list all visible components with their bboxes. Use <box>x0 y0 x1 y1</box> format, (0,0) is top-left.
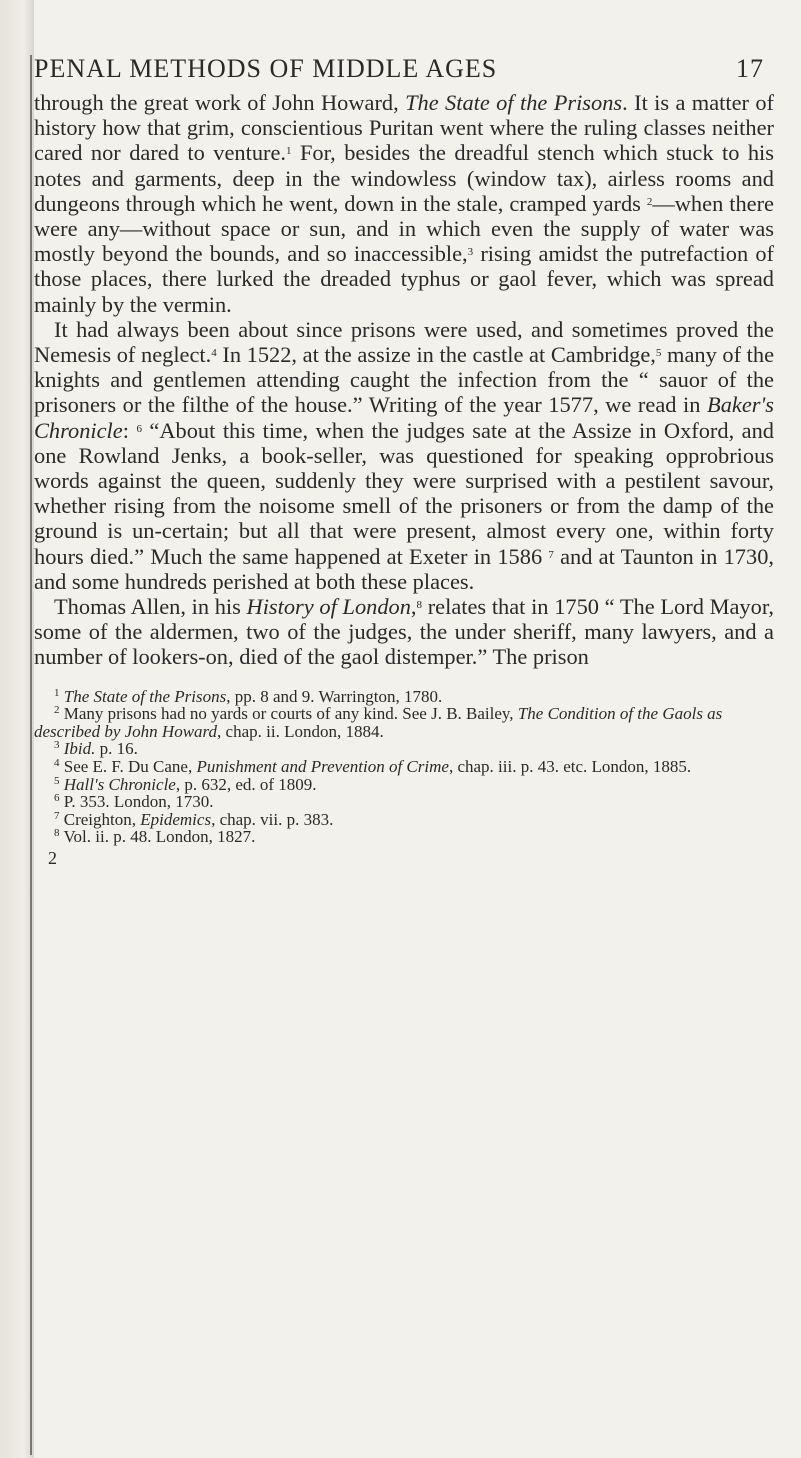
italic-text: The State of the Prisons <box>405 90 623 115</box>
italic-text: Punishment and Prevention of Crime <box>196 757 449 777</box>
text-run: through the great work of John Howard, <box>34 90 406 115</box>
footnote <box>34 758 774 776</box>
text-run: Many prisons had no yards or courts of any kind. See J. B. Bailey, <box>63 704 518 724</box>
signature-mark: 2 <box>48 848 57 869</box>
text-run: Thomas Allen, in his <box>54 594 247 620</box>
footnote-ref: 4 <box>211 347 217 360</box>
paragraph <box>34 317 774 594</box>
text-run: p. 16. <box>95 739 138 759</box>
footnotes <box>34 688 774 846</box>
text-run: : <box>122 417 137 443</box>
footnote-ref: 6 <box>136 422 142 435</box>
footnote-number: 3 <box>54 739 60 752</box>
italic-text: Hall's Chronicle <box>63 774 176 794</box>
footnote <box>34 705 774 740</box>
text-run: relates that in 1750 “ The Lord Mayor, some of the aldermen, two of the judges, the under sheriff, many lawyers, and a number of lookers-on, died of the gaol distemper.” The prison <box>34 594 774 670</box>
footnote-number: 5 <box>54 774 60 787</box>
footnote-ref: 8 <box>416 599 423 612</box>
footnote-number: 7 <box>54 809 60 822</box>
footnote <box>34 828 774 846</box>
italic-text: The State of the Prisons <box>63 686 227 706</box>
footnote-ref: 1 <box>286 145 292 158</box>
text-run: , pp. 8 and 9. Warrington, 1780. <box>226 686 443 706</box>
running-header <box>34 52 774 86</box>
footnote-ref: 3 <box>467 246 474 259</box>
text-run: . It is a matter of history how that grim, conscientious Puritan went where the ruling classes neither cared nor dared to venture. <box>34 90 774 166</box>
italic-text: The Condition of the Gaols as described by John Howard <box>34 704 723 741</box>
text-run: —when there were any—without space or sun, and in which even the supply of water was mostly beyond the bounds, and so inaccessible, <box>34 190 774 267</box>
text-run: , chap. ii. London, 1884. <box>217 721 384 741</box>
footnote <box>34 793 774 811</box>
text-run: , chap. iii. p. 43. etc. London, 1885. <box>448 757 692 777</box>
text-run: Vol. ii. p. 48. London, 1827. <box>63 827 256 847</box>
footnote-number: 4 <box>54 757 60 770</box>
book-page <box>34 52 774 869</box>
text-run: , <box>410 594 417 620</box>
text-run: many of the knights and gentlemen attending caught the infection from the “ sauor of the prisoners or the filthe of the house.” Writing of the year 1577, we read in <box>34 342 775 418</box>
text-run: Creighton, <box>63 809 141 829</box>
text-run: “About this time, when the judges sate at the Assize in Oxford, and one Rowland Jenks, a book-seller, was questioned for speaking opprobrious words against the queen, suddenly they were surprised with a pestilent savour, whether rising from the noisome smell of the prisoners or from the damp of the ground is un-certain; but all that were present, almost every one, within forty hours died.” Much the same happened at Exeter in 1586 <box>34 417 774 569</box>
text-run: P. 353. London, 1730. <box>63 792 214 812</box>
body-text <box>34 90 774 670</box>
page-edge-line <box>30 55 32 1455</box>
footnote-ref: 7 <box>548 548 554 561</box>
footnote-number: 8 <box>54 827 60 840</box>
paragraph <box>34 90 774 317</box>
footnote <box>34 688 774 706</box>
footnote-number: 6 <box>54 792 60 805</box>
footnote <box>34 776 774 794</box>
footnote-ref: 2 <box>646 195 653 208</box>
page-number: 17 <box>736 54 764 83</box>
text-run: It had always been about since prisons were used, and sometimes proved the Nemesis of neglect. <box>34 316 774 368</box>
text-run: , p. 632, ed. of 1809. <box>175 774 317 794</box>
italic-text: Baker's Chronicle <box>34 392 774 443</box>
text-run: See E. F. Du Cane, <box>63 757 197 777</box>
italic-text: Ibid. <box>63 739 96 759</box>
binding-gutter <box>0 0 34 1458</box>
paragraph <box>34 594 774 670</box>
footnote-ref: 5 <box>655 347 662 360</box>
running-title: PENAL METHODS OF MIDDLE AGES <box>34 54 498 83</box>
text-run: In 1522, at the assize in the castle at Cambridge, <box>216 342 656 368</box>
text-run: rising amidst the putrefaction of those places, there lurked the dreaded typhus or gaol fever, which was spread mainly by the vermin. <box>34 241 774 317</box>
footnote-number: 2 <box>54 704 60 717</box>
text-run: , chap. vii. p. 383. <box>211 809 334 829</box>
footnote-number: 1 <box>54 686 60 699</box>
italic-text: History of London <box>246 594 411 620</box>
text-run: For, besides the dreadful stench which stuck to his notes and garments, deep in the windowless (window tax), airless rooms and dungeons through which he went, down in the stale, cramped yards <box>34 140 774 216</box>
text-run: and at Taunton in 1730, and some hundreds perished at both these places. <box>34 543 774 594</box>
italic-text: Epidemics <box>140 809 212 829</box>
footnote <box>34 740 774 758</box>
footnote <box>34 811 774 829</box>
